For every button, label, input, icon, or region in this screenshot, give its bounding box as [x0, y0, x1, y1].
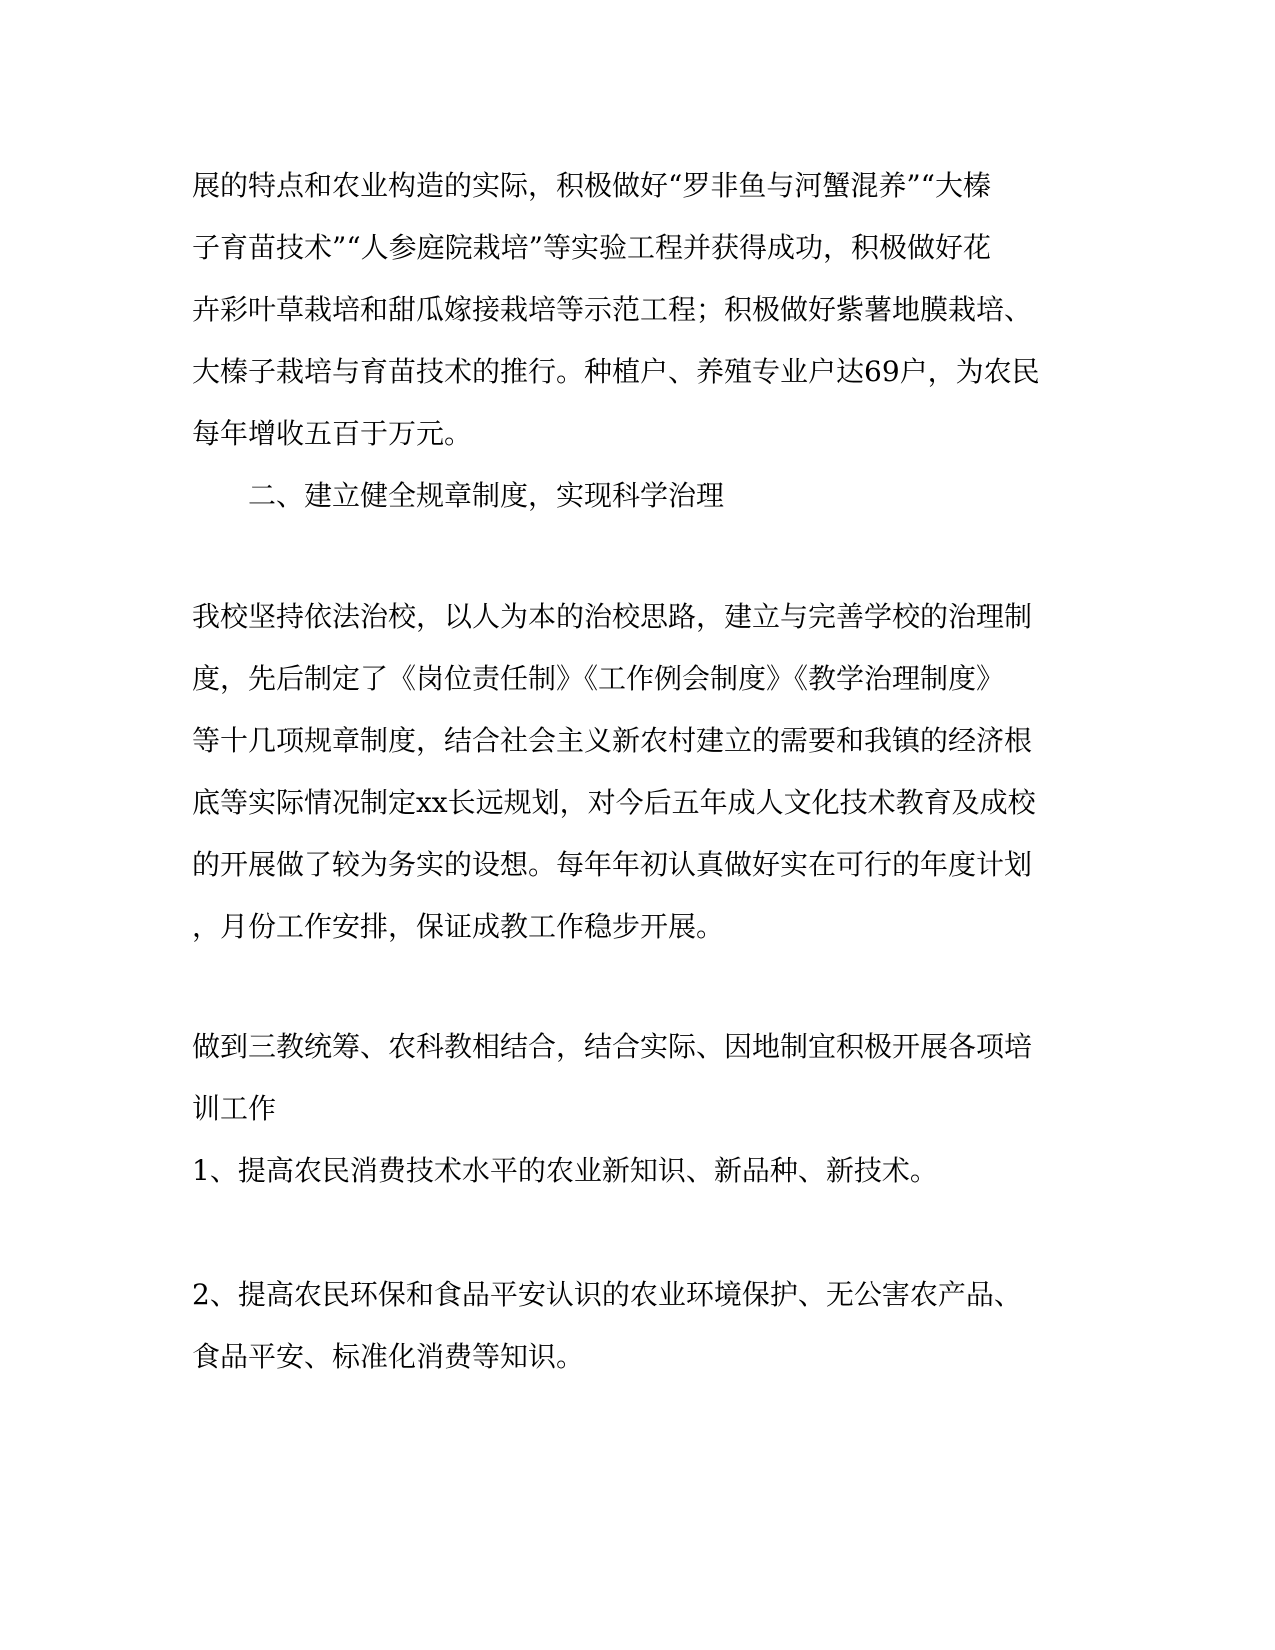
- paragraph-line: 做到三教统筹、农科教相结合，结合实际、因地制宜积极开展各项培: [192, 1030, 1033, 1063]
- section-heading: 二、建立健全规章制度，实现科学治理: [248, 479, 725, 512]
- paragraph-line: 底等实际情况制定xx长远规划，对今后五年成人文化技术教育及成校: [192, 786, 1036, 819]
- paragraph-line: 子育苗技术”“人参庭院栽培”等实验工程并获得成功，积极做好花: [192, 231, 991, 264]
- paragraph-line: 每年增收五百于万元。: [192, 417, 473, 450]
- list-item-line: 2、提高农民环保和食品平安认识的农业环境保护、无公害农产品、: [192, 1278, 1022, 1311]
- paragraph-line: 大榛子栽培与育苗技术的推行。种植户、养殖专业户达69户，为农民: [192, 355, 1040, 388]
- paragraph-line: 展的特点和农业构造的实际，积极做好“罗非鱼与河蟹混养”“大榛: [192, 169, 991, 202]
- paragraph-line: 训工作: [192, 1092, 277, 1125]
- list-item: 1、提高农民消费技术水平的农业新知识、新品种、新技术。: [192, 1154, 938, 1187]
- paragraph-line: 的开展做了较为务实的设想。每年年初认真做好实在可行的年度计划: [192, 848, 1033, 881]
- paragraph-line: 等十几项规章制度，结合社会主义新农村建立的需要和我镇的经济根: [192, 724, 1033, 757]
- paragraph-line: 我校坚持依法治校，以人为本的治校思路，建立与完善学校的治理制: [192, 600, 1033, 633]
- paragraph-line: 度，先后制定了《岗位责任制》《工作例会制度》《教学治理制度》: [192, 662, 1005, 695]
- paragraph-line: ，月份工作安排，保证成教工作稳步开展。: [192, 910, 725, 943]
- list-item-line: 食品平安、标准化消费等知识。: [192, 1340, 585, 1373]
- paragraph-line: 卉彩叶草栽培和甜瓜嫁接栽培等示范工程；积极做好紫薯地膜栽培、: [192, 293, 1033, 326]
